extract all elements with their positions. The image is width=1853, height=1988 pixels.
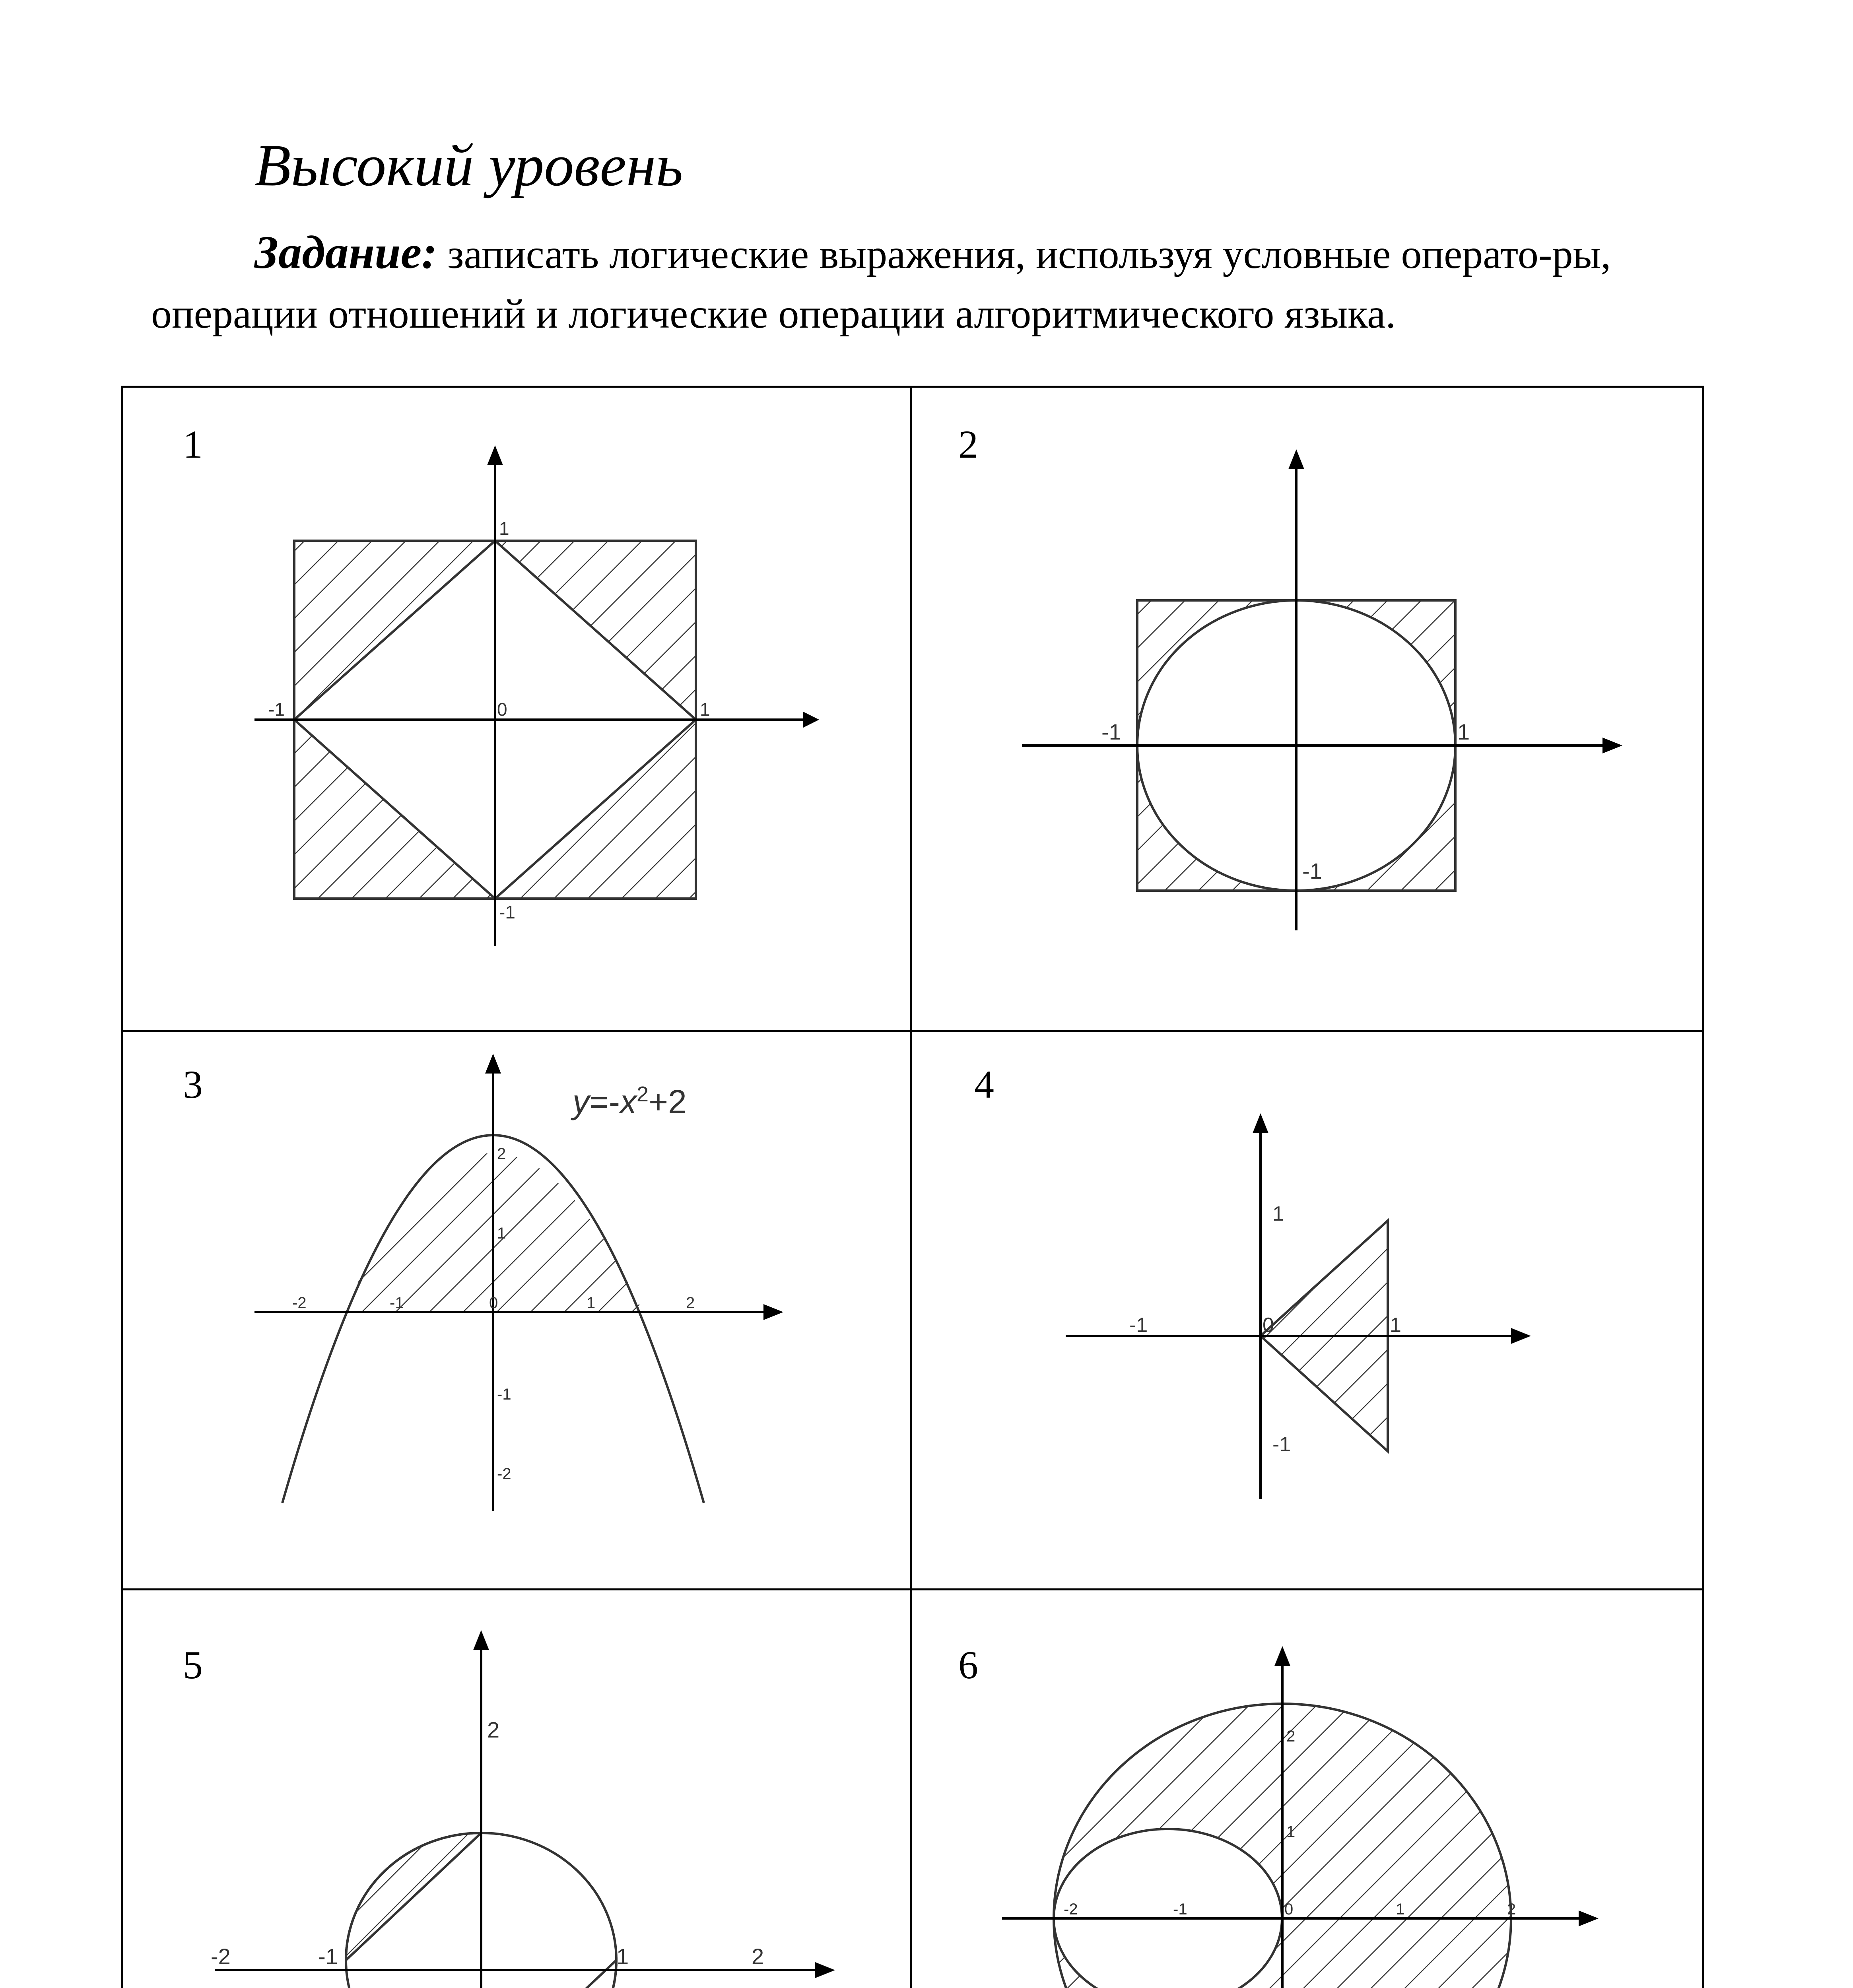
figure-4-x-arrow bbox=[1511, 1328, 1531, 1344]
figure-6-tick-y1: 1 bbox=[1286, 1823, 1296, 1840]
figure-4-tick-ypos: 1 bbox=[1272, 1202, 1284, 1225]
figure-3-x-arrow bbox=[763, 1304, 783, 1320]
figure-3-y-arrow bbox=[485, 1054, 501, 1074]
task-label: Задание: bbox=[254, 226, 437, 278]
figure-4-number: 4 bbox=[974, 1062, 994, 1107]
figure-6-tick-x0: 0 bbox=[1284, 1901, 1294, 1918]
figure-6 bbox=[994, 1622, 1670, 1988]
section-heading: Высокий уровень bbox=[254, 132, 683, 198]
figure-1-tick-xneg: -1 bbox=[268, 699, 285, 720]
figure-3-tick-x0: 0 bbox=[489, 1294, 498, 1312]
task-text: записать логические выражения, используя условные операто-ры, операции отношений и логические операции алгоритмического языка. bbox=[151, 231, 1611, 337]
figure-5-number: 5 bbox=[183, 1643, 203, 1687]
figure-5-tick-xm2: -2 bbox=[211, 1944, 231, 1969]
figure-1-number: 1 bbox=[183, 422, 203, 466]
figure-5-tick-xm1: -1 bbox=[318, 1944, 338, 1969]
figure-1-tick-xpos: 1 bbox=[700, 699, 710, 720]
table-divider-row1 bbox=[121, 1030, 1704, 1032]
figure-4-tick-yneg: -1 bbox=[1272, 1433, 1291, 1456]
figure-2-number: 2 bbox=[958, 422, 978, 466]
task-paragraph bbox=[151, 223, 1710, 344]
figure-5-tick-y2: 2 bbox=[487, 1717, 500, 1742]
figure-4-tick-xpos: 1 bbox=[1390, 1314, 1401, 1337]
figure-5-segment-upper bbox=[346, 1833, 481, 1960]
figure-6-tick-y2: 2 bbox=[1286, 1728, 1296, 1745]
figure-2-tick-xpos: 1 bbox=[1457, 719, 1470, 744]
figure-6-tick-x2: 2 bbox=[1507, 1901, 1516, 1918]
figure-5-x-arrow bbox=[815, 1962, 835, 1978]
figure-3-tick-ym1: -1 bbox=[497, 1386, 511, 1403]
figure-3-number: 3 bbox=[183, 1062, 203, 1107]
figure-3-tick-x1: 1 bbox=[587, 1294, 596, 1312]
figure-6-y-arrow bbox=[1274, 1646, 1290, 1666]
figure-2-tick-yneg: -1 bbox=[1302, 858, 1322, 883]
figure-3-tick-ym2: -2 bbox=[497, 1465, 511, 1483]
figure-4-y-arrow bbox=[1253, 1113, 1268, 1133]
figure-5-tick-x2: 2 bbox=[752, 1944, 764, 1969]
figure-5-tick-x1: 1 bbox=[616, 1944, 629, 1969]
figure-1 bbox=[239, 437, 859, 1026]
figure-3-tick-xm1: -1 bbox=[390, 1294, 404, 1312]
figure-3-equation: $y=-x^2+2$ bbox=[573, 1082, 687, 1120]
figure-4-tick-origin: 0 bbox=[1263, 1314, 1274, 1337]
figure-2 bbox=[1010, 437, 1646, 1026]
figure-5-segment-lower bbox=[481, 1960, 616, 1988]
table-divider-vertical bbox=[910, 386, 912, 1988]
figure-5 bbox=[207, 1622, 843, 1988]
figure-3-tick-y2: 2 bbox=[497, 1145, 506, 1163]
figure-5-y-arrow bbox=[473, 1630, 489, 1650]
figure-2-x-arrow bbox=[1602, 738, 1622, 753]
figure-4-tick-xneg: -1 bbox=[1129, 1314, 1148, 1337]
figure-6-x-arrow bbox=[1579, 1910, 1599, 1926]
figure-1-tick-origin: 0 bbox=[497, 699, 507, 720]
figure-1-y-arrow bbox=[487, 445, 503, 465]
figure-6-tick-x1: 1 bbox=[1396, 1901, 1405, 1918]
figure-6-number: 6 bbox=[958, 1643, 978, 1687]
figure-1-tick-ypos: 1 bbox=[499, 518, 509, 539]
figure-1-x-arrow bbox=[803, 712, 819, 728]
figure-3-tick-xm2: -2 bbox=[292, 1294, 307, 1312]
table-divider-row2 bbox=[121, 1588, 1704, 1590]
figure-3-tick-x2: 2 bbox=[686, 1294, 695, 1312]
figure-2-y-arrow bbox=[1288, 449, 1304, 469]
figure-4 bbox=[1058, 1105, 1575, 1515]
figure-2-tick-xneg: -1 bbox=[1101, 719, 1121, 744]
figure-3-tick-y1: 1 bbox=[497, 1225, 506, 1242]
figure-6-tick-xm2: -2 bbox=[1064, 1901, 1078, 1918]
figure-3 bbox=[223, 1046, 843, 1586]
figure-6-tick-xm1: -1 bbox=[1173, 1901, 1187, 1918]
figure-1-tick-yneg: -1 bbox=[499, 902, 515, 922]
